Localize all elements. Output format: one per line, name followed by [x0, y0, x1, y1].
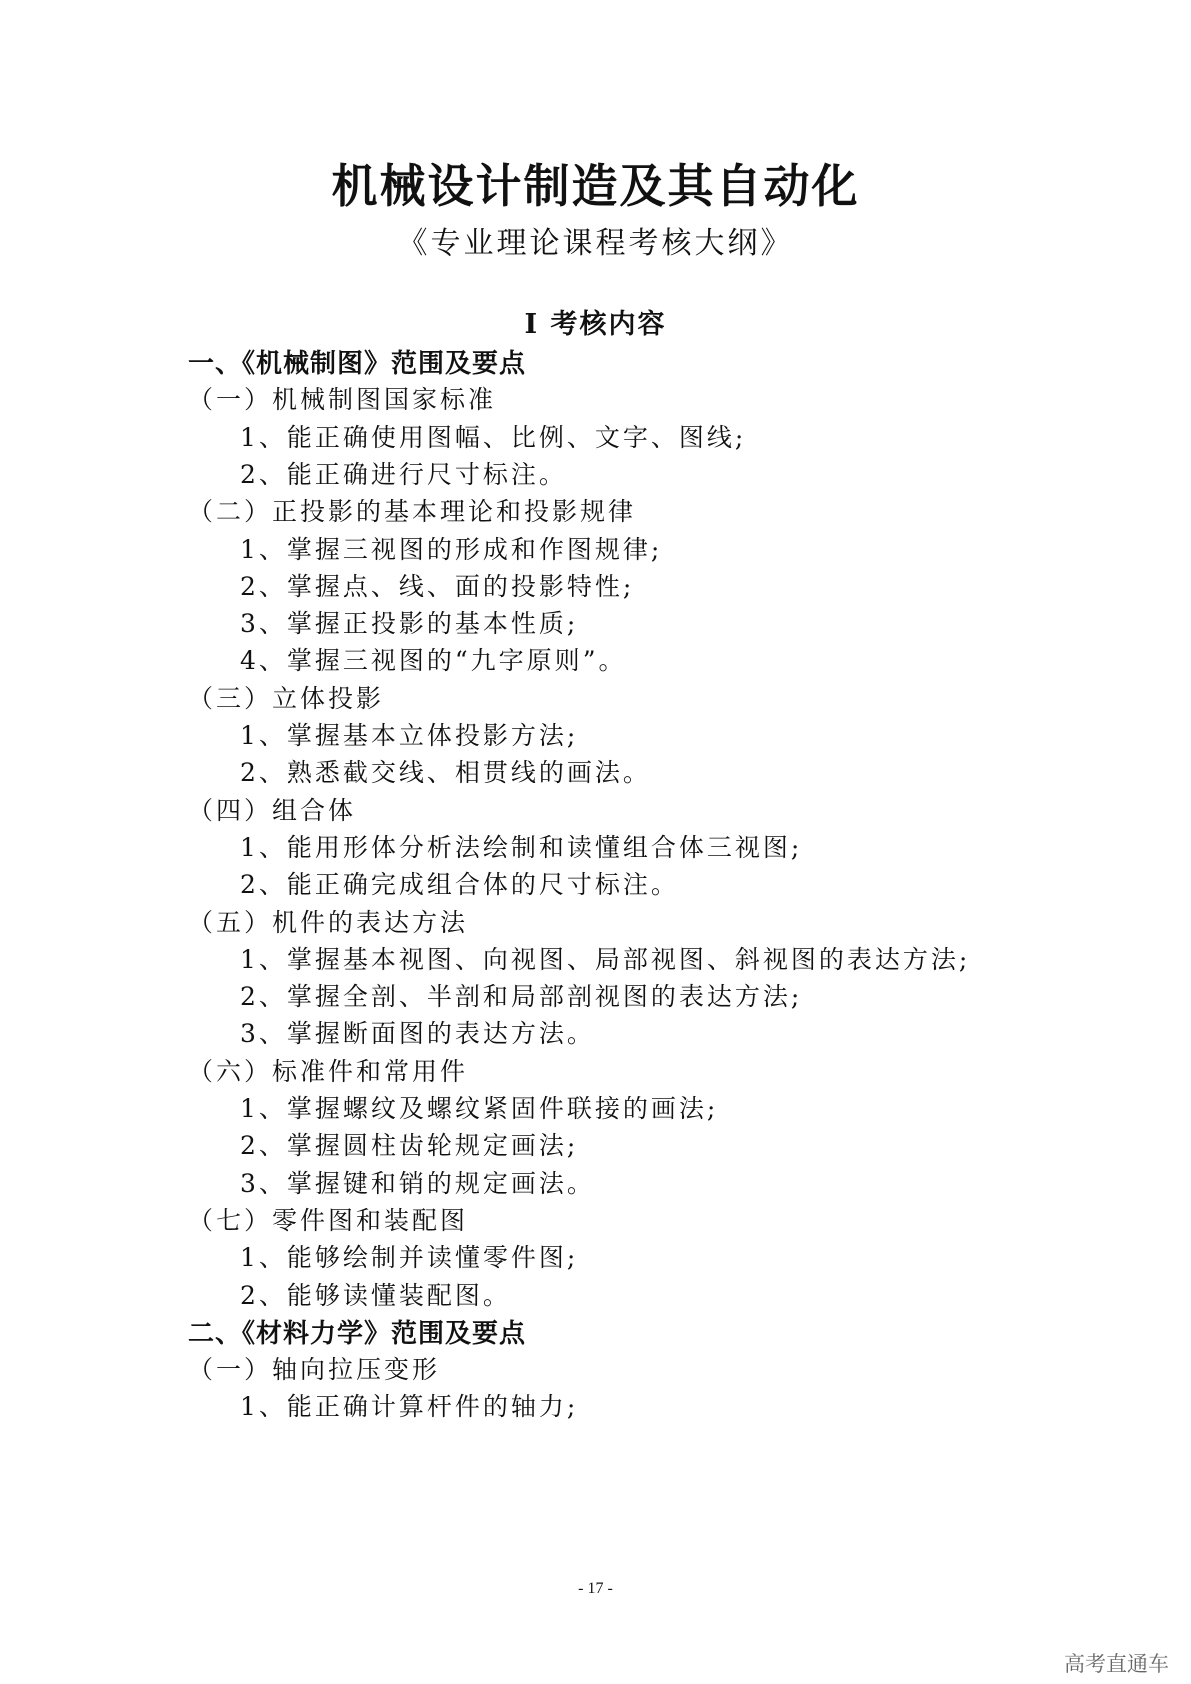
list-item: 1、能正确计算杆件的轴力;	[240, 1392, 579, 1421]
subsection-heading: （四）组合体	[188, 796, 357, 825]
subsection-heading: （一）机械制图国家标准	[188, 385, 497, 414]
document-subtitle: 《专业理论课程考核大纲》	[397, 226, 794, 261]
subsection-heading: （三）立体投影	[188, 684, 385, 713]
list-item: 2、掌握圆柱齿轮规定画法;	[240, 1131, 579, 1160]
list-item: 2、能够读懂装配图。	[240, 1281, 511, 1310]
watermark-text: 高考直通车	[1064, 1652, 1169, 1676]
subsection-heading: （二）正投影的基本理论和投影规律	[188, 497, 637, 526]
list-item: 1、掌握螺纹及螺纹紧固件联接的画法;	[240, 1094, 719, 1123]
list-item: 3、掌握键和销的规定画法。	[240, 1169, 595, 1198]
part-heading: I 考核内容	[524, 309, 667, 340]
page-number: - 17 -	[578, 1580, 613, 1597]
list-item: 3、掌握正投影的基本性质;	[240, 609, 579, 638]
list-item: 3、掌握断面图的表达方法。	[240, 1019, 595, 1048]
list-item: 1、掌握三视图的形成和作图规律;	[240, 535, 663, 564]
list-item: 1、掌握基本视图、向视图、局部视图、斜视图的表达方法;	[240, 945, 971, 974]
list-item: 2、熟悉截交线、相贯线的画法。	[240, 758, 651, 787]
list-item: 2、能正确完成组合体的尺寸标注。	[240, 870, 679, 899]
subsection-heading: （一）轴向拉压变形	[188, 1355, 441, 1384]
list-item: 2、掌握点、线、面的投影特性;	[240, 572, 635, 601]
section-heading: 二、《材料力学》范围及要点	[188, 1319, 527, 1349]
list-item: 1、能正确使用图幅、比例、文字、图线;	[240, 423, 747, 452]
subsection-heading: （七）零件图和装配图	[188, 1206, 469, 1235]
list-item: 1、掌握基本立体投影方法;	[240, 721, 579, 750]
section-heading: 一、《机械制图》范围及要点	[188, 349, 527, 379]
list-item: 1、能够绘制并读懂零件图;	[240, 1243, 579, 1272]
list-item: 2、掌握全剖、半剖和局部剖视图的表达方法;	[240, 982, 803, 1011]
subsection-heading: （六）标准件和常用件	[188, 1057, 469, 1086]
subsection-heading: （五）机件的表达方法	[188, 908, 469, 937]
list-item: 4、掌握三视图的“九字原则”。	[240, 646, 627, 675]
document-title: 机械设计制造及其自动化	[331, 159, 860, 213]
list-item: 1、能用形体分析法绘制和读懂组合体三视图;	[240, 833, 803, 862]
list-item: 2、能正确进行尺寸标注。	[240, 460, 567, 489]
